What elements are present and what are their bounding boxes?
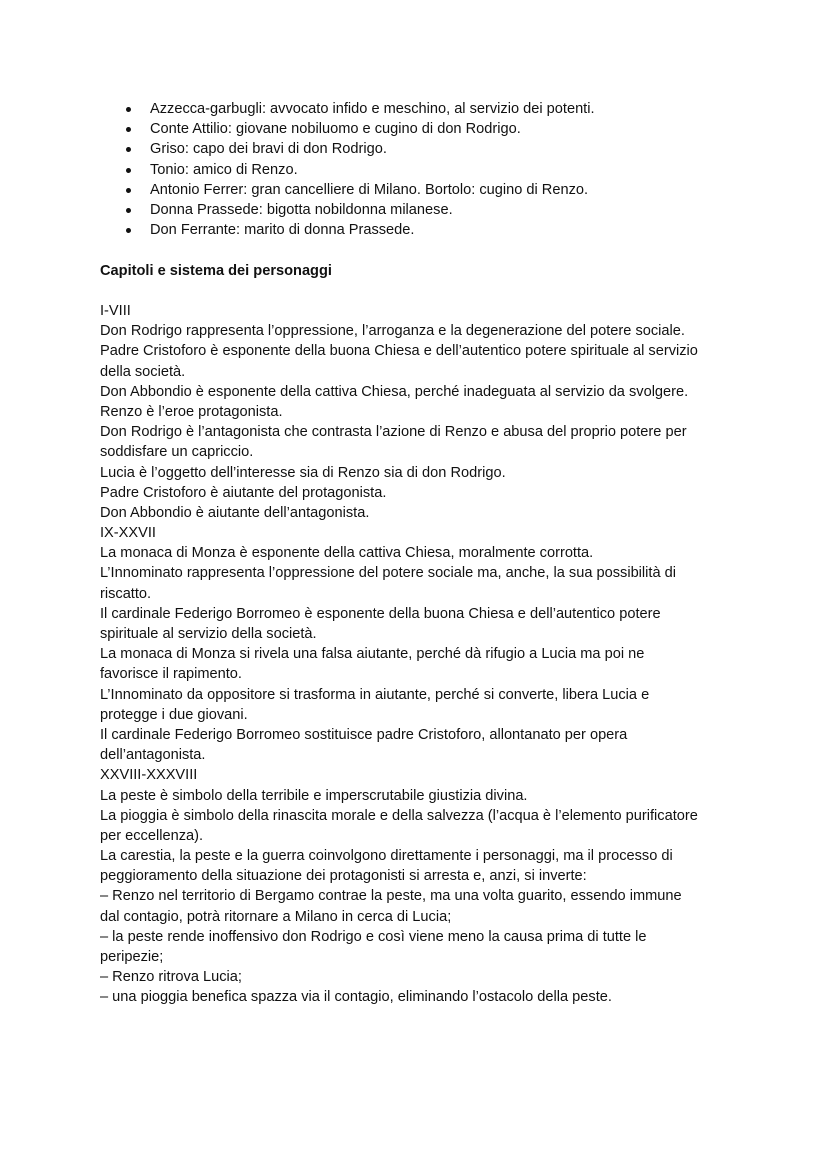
text-line: La pioggia è simbolo della rinascita morale e della salvezza (l’acqua è l’elemento purificatore [100, 807, 698, 824]
text-line: Padre Cristoforo è esponente della buona Chiesa e dell’autentico potere spirituale al servizio [100, 343, 698, 360]
text-line: riscatto. [100, 585, 152, 602]
text-line: – una pioggia benefica spazza via il contagio, eliminando l’ostacolo della peste. [100, 989, 612, 1006]
text-line: Padre Cristoforo è aiutante del protagonista. [100, 484, 387, 501]
bullet-icon [126, 208, 131, 213]
text-line: della società. [100, 363, 186, 380]
list-item [0, 119, 595, 139]
text-line: dal contagio, potrà ritornare a Milano in cerca di Lucia; [100, 908, 452, 925]
list-item [0, 160, 595, 180]
bullet-icon [126, 188, 131, 193]
text-line: L’Innominato da oppositore si trasforma in aiutante, perché si converte, libera Lucia e [100, 686, 650, 703]
text-line: spirituale al servizio della società. [100, 626, 317, 642]
text-line: La carestia, la peste e la guerra coinvolgono direttamente i personaggi, ma il processo di [100, 848, 673, 865]
section-heading: Capitoli e sistema dei personaggi [100, 263, 332, 279]
text-line: favorisce il rapimento. [100, 666, 242, 683]
text-line: – Renzo ritrova Lucia; [100, 969, 242, 986]
text-line: La peste è simbolo della terribile e imperscrutabile giustizia divina. [100, 787, 528, 804]
text-line: Lucia è l’oggetto dell’interesse sia di Renzo sia di don Rodrigo. [100, 464, 506, 481]
bullet-icon [126, 168, 131, 173]
list-item-text: Don Ferrante: marito di donna Prassede. [150, 222, 415, 239]
text-line: protegge i due giovani. [100, 706, 248, 723]
text-line: – la peste rende inoffensivo don Rodrigo e così viene meno la causa prima di tutte le [100, 928, 647, 945]
bullet-icon [126, 107, 131, 112]
text-line: peripezie; [100, 949, 164, 965]
list-item-text: Tonio: amico di Renzo. [150, 161, 298, 178]
text-line: Renzo è l’eroe protagonista. [100, 403, 283, 420]
bullet-icon [126, 147, 131, 152]
list-item [0, 180, 595, 200]
list-item-text: Donna Prassede: bigotta nobildonna milanese. [150, 201, 453, 218]
text-line: per eccellenza). [100, 827, 204, 844]
list-item [0, 139, 595, 159]
text-line: L’Innominato rappresenta l’oppressione del potere sociale ma, anche, la sua possibilità di [100, 565, 676, 582]
text-line: – Renzo nel territorio di Bergamo contrae la peste, ma una volta guarito, essendo immune [100, 888, 682, 905]
bullet-icon [126, 127, 131, 132]
text-line: Il cardinale Federigo Borromeo sostituisce padre Cristoforo, allontanato per opera [100, 726, 628, 743]
text-line: La monaca di Monza si rivela una falsa aiutante, perché dà rifugio a Lucia ma poi ne [100, 646, 645, 663]
text-line: peggioramento della situazione dei protagonisti si arresta e, anzi, si inverte: [100, 868, 587, 885]
list-item-text: Griso: capo dei bravi di don Rodrigo. [150, 141, 387, 158]
text-line: Don Rodrigo è l’antagonista che contrasta l’azione di Renzo e abusa del proprio potere per [100, 424, 687, 441]
text-line: dell’antagonista. [100, 747, 206, 764]
list-item [0, 99, 595, 119]
list-item [0, 220, 595, 240]
list-item-text: Azzecca-garbugli: avvocato infido e meschino, al servizio dei potenti. [150, 101, 595, 117]
list-item-text: Conte Attilio: giovane nobiluomo e cugino di don Rodrigo. [150, 121, 521, 138]
list-item-text: Antonio Ferrer: gran cancelliere di Milano. Bortolo: cugino di Renzo. [150, 181, 589, 198]
body-text [100, 301, 760, 1008]
list-item [0, 200, 595, 220]
chapter-range-heading: I-VIII [100, 303, 131, 319]
text-line: Don Abbondio è esponente della cattiva Chiesa, perché inadeguata al servizio da svolgere. [100, 383, 689, 400]
chapter-range-heading: IX-XXVII [100, 525, 156, 542]
text-line: Don Rodrigo rappresenta l’oppressione, l’arroganza e la degenerazione del potere sociale. [100, 323, 685, 340]
text-line: Don Abbondio è aiutante dell’antagonista. [100, 504, 370, 521]
text-line: Il cardinale Federigo Borromeo è esponente della buona Chiesa e dell’autentico potere [100, 605, 661, 622]
text-line: La monaca di Monza è esponente della cattiva Chiesa, moralmente corrotta. [100, 545, 594, 562]
bullet-icon [126, 228, 131, 233]
character-list [0, 99, 595, 240]
text-line: soddisfare un capriccio. [100, 444, 254, 461]
chapter-range-heading: XXVIII-XXXVIII [100, 767, 198, 784]
